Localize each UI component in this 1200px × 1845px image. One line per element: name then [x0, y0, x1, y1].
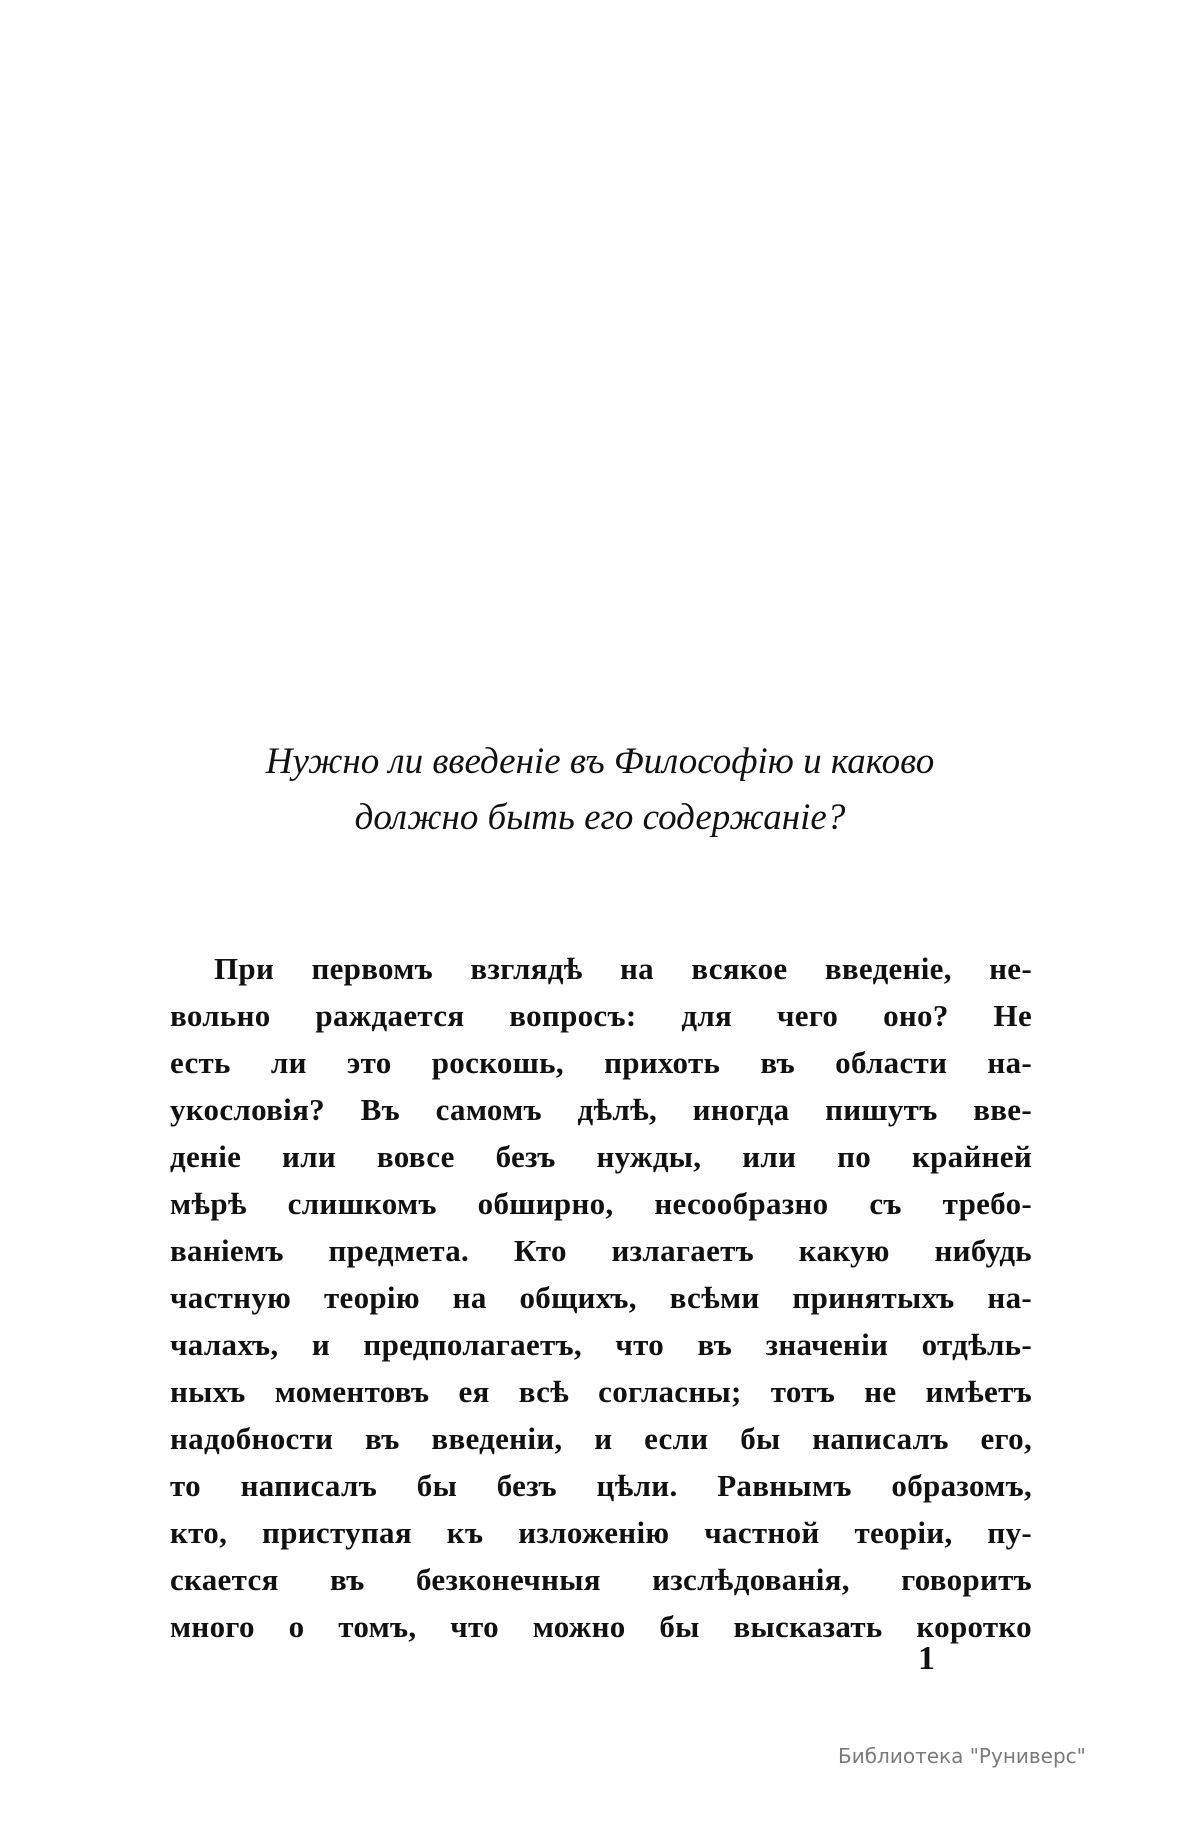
text-line: скается въ безконечныя изслѣдованія, говоритъ	[170, 1562, 1032, 1597]
text-line: ныхъ моментовъ ея всѣ согласны; тотъ не имѣетъ	[170, 1374, 1032, 1409]
library-watermark: Библиотека "Руниверс"	[838, 1744, 1086, 1768]
text-line: много о томъ, что можно бы высказать коротко	[170, 1609, 1032, 1644]
text-line: то написалъ бы безъ цѣли. Равнымъ образомъ,	[170, 1468, 1032, 1503]
text-line: частную теорію на общихъ, всѣми принятыхъ на-	[170, 1280, 1032, 1315]
text-line: кто, приступая къ изложенію частной теоріи, пу-	[170, 1515, 1032, 1550]
page-number: 1	[918, 1640, 935, 1677]
text-line: есть ли это роскошь, прихоть въ области на-	[170, 1045, 1032, 1080]
text-line: укословія? Въ самомъ дѣлѣ, иногда пишутъ вве-	[170, 1092, 1032, 1127]
text-line: мѣрѣ слишкомъ обширно, несообразно съ требо-	[170, 1186, 1032, 1221]
text-line: чалахъ, и предполагаетъ, что въ значеніи отдѣль-	[170, 1327, 1032, 1362]
text-line: При первомъ взглядѣ на всякое введеніе, не-	[214, 951, 1032, 986]
text-line: ваніемъ предмета. Кто излагаетъ какую нибудь	[170, 1233, 1032, 1268]
heading-line-2: должно быть его содержаніе?	[354, 797, 846, 838]
text-line: надобности въ введеніи, и если бы написалъ его,	[170, 1421, 1032, 1456]
heading-line-1: Нужно ли введеніе въ Философію и каково	[265, 741, 935, 782]
text-line: вольно раждается вопросъ: для чего оно? Не	[170, 998, 1032, 1033]
paragraph	[170, 945, 1032, 1650]
text-line: деніе или вовсе безъ нужды, или по крайней	[170, 1139, 1032, 1174]
